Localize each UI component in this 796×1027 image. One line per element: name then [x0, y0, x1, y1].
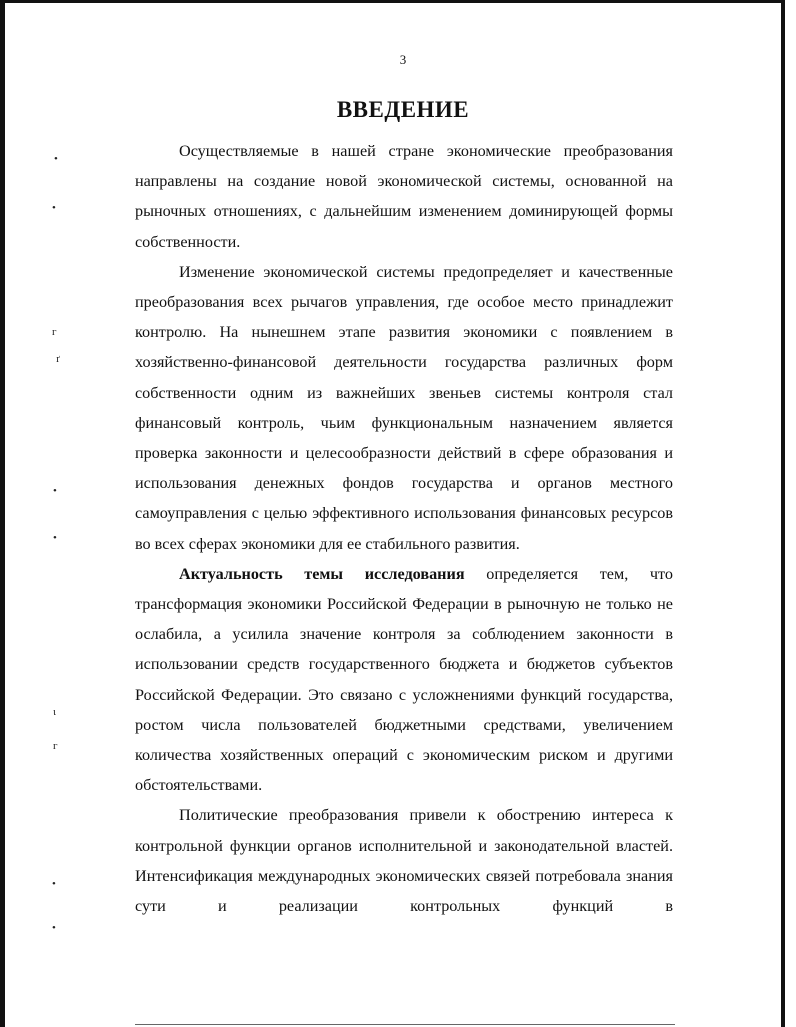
- margin-mark: •: [53, 485, 57, 497]
- margin-mark: •: [52, 202, 56, 214]
- margin-mark: •: [54, 153, 58, 165]
- body-text: [135, 136, 673, 921]
- paragraph-1: Осуществляемые в нашей стране экономические преобразования направлены на создание новой экономической системы, основанной на рыночных отношениях, с дальнейшим изменением доминирующей формы собственности.: [135, 142, 673, 251]
- margin-mark: •: [52, 922, 56, 934]
- bottom-rule: [135, 1024, 675, 1025]
- margin-mark: •: [52, 878, 56, 890]
- margin-mark: ᴦ: [53, 740, 58, 752]
- page-number: 3: [399, 52, 407, 67]
- margin-mark: ᴦ: [52, 326, 57, 338]
- scan-edge-right: [785, 0, 796, 1027]
- margin-mark: •: [53, 532, 57, 544]
- page-title: ВВЕДЕНИЕ: [336, 97, 470, 122]
- margin-mark: ґ: [56, 353, 60, 365]
- paragraph-3-text: определяется тем, что трансформация экономики Российской Федерации в рыночную не только не ослабила, а усилила значение контроля за соблюдением законности в использовании средств государственного бюджета и бюджетов субъектов Российской Федерации. Это связано с усложнениями функций государства, ростом числа пользователей бюджетными средствами, увеличением количества хозяйственных операций с экономическим риском и другими обстоятельствами.: [135, 564, 674, 795]
- paragraph-2: Изменение экономической системы предопределяет и качественные преобразования всех рычагов управления, где особое место принадлежит контролю. На нынешнем этапе развития экономики с появлением в хозяйственно-финансовой деятельности государства различных форм собственности одним из важнейших звеньев системы контроля стал финансовый контроль, чьим функциональным назначением является проверка законности и целесообразности действий в сфере образования и использования денежных фондов государства и органов местного самоуправления с целью эффективного использования финансовых ресурсов во всех сферах экономики для ее стабильного развития.: [135, 262, 673, 553]
- scan-border-top: [0, 0, 796, 3]
- scan-border-left: [0, 0, 5, 1027]
- margin-mark: ɩ: [53, 706, 56, 718]
- paragraph-4: Политические преобразования привели к обострению интереса к контрольной функции органов исполнительной и законодательной властей. Интенсификация международных экономических связей потребовала знания сути и реализации контрольных функций в: [135, 806, 673, 916]
- paragraph-3: [135, 559, 673, 801]
- paragraph-3-bold-lead: Актуальность темы исследования: [179, 564, 465, 583]
